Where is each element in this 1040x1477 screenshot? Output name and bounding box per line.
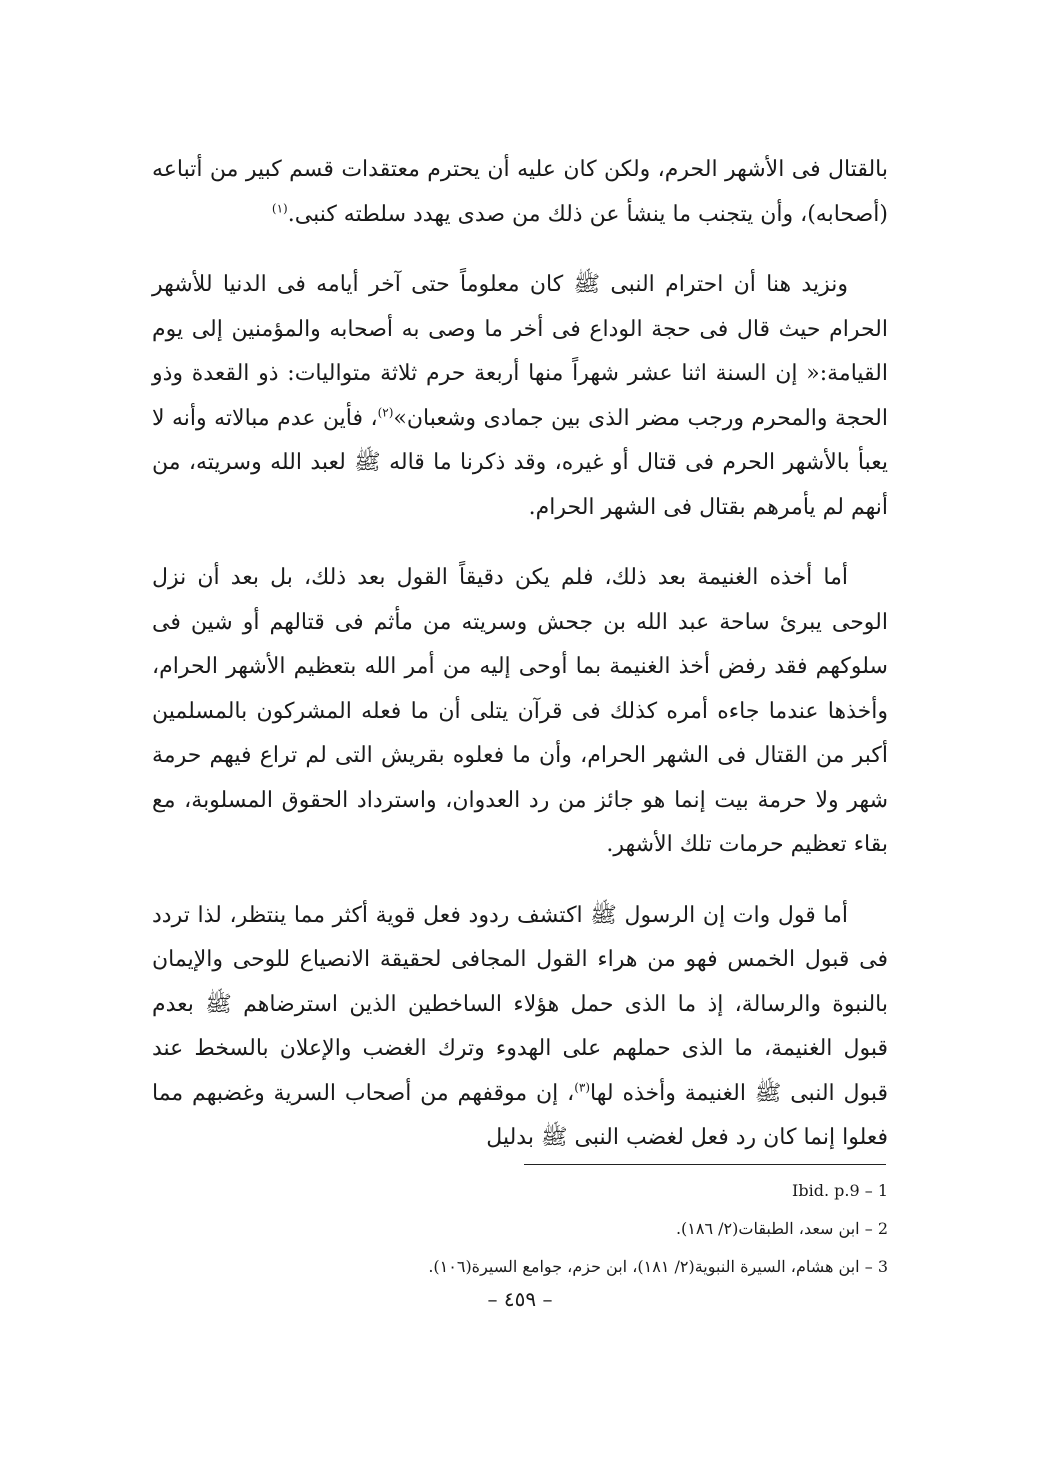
paragraph-3 (152, 556, 888, 868)
footnotes (152, 1172, 888, 1286)
footnote-text: ابن سعد، الطبقات(٢/ ١٨٦). (675, 1219, 860, 1238)
footnote-number: 1 – (864, 1181, 888, 1200)
footnote-1 (152, 1172, 888, 1210)
footnote-number: 3 – (864, 1257, 888, 1276)
footnote-2 (152, 1210, 888, 1248)
main-text (152, 148, 888, 1187)
footnote-separator (524, 1164, 886, 1165)
paragraph-text: ونزيد هنا أن احترام النبى ﷺ كان معلوماً حتى آخر أيامه فى الدنيا للأشهر الحرام حيث قال فى حجة الوداع فى أخر ما وصى به أصحابه والمؤمنين إلى يوم القيامة:« إن السنة اثنا عشر شهراً منها أربعة حرم ثلاثة متواليات: ذو القعدة وذو الحجة والمحرم ورجب مضر الذى بين جمادى وشعبان» (152, 272, 888, 431)
paragraph-text: أما قول وات إن الرسول ﷺ اكتشف ردود فعل قوية أكثر مما ينتظر، لذا تردد فى قبول الخمس فهو من هراء القول المجافى لحقيقة الانصياع للوحى والإيمان بالنبوة والرسالة، إذ ما الذى حمل هؤلاء الساخطين الذين استرضاهم ﷺ بعدم قبول الغنيمة، ما الذى حملهم على الهدوء وترك الغضب والإعلان بالسخط عند قبول النبى ﷺ الغنيمة وأخذه لها (152, 902, 889, 1106)
footnote-text: ابن هشام، السيرة النبوية(٢/ ١٨١)، ابن حزم، جوامع السيرة(١٠٦). (428, 1257, 860, 1276)
footnote-text: Ibid. p.9 (792, 1181, 860, 1200)
paragraph-text-continued: ، فأين عدم مبالاته وأنه لا يعبأ بالأشهر الحرم فى قتال أو غيره، وقد ذكرنا ما قاله ﷺ لعبد الله وسريته، من أنهم لم يأمرهم بقتال فى الشهر الحرام. (152, 405, 888, 520)
footnote-reference-1: (١) (271, 201, 288, 216)
paragraph-text-continued: ، إن موقفهم من أصحاب السرية وغضبهم مما فعلوا إنما كان رد فعل لغضب النبى ﷺ بدليل (152, 1080, 888, 1150)
paragraph-1 (152, 148, 888, 237)
footnote-number: 2 – (864, 1219, 888, 1238)
footnote-3 (152, 1248, 888, 1286)
paragraph-text: أما أخذه الغنيمة بعد ذلك، فلم يكن دقيقاً القول بعد ذلك، بل بعد أن نزل الوحى يبرئ ساحة عبد الله بن جحش وسريته من مأثم فى قتالهم أو شين فى سلوكهم فقد رفض أخذ الغنيمة بما أوحى إليه من أمر الله بتعظيم الأشهر الحرام، وأخذها عندما جاءه أمره كذلك فى قرآن يتلى أن ما فعله المشركون بالمسلمين أكبر من القتال فى الشهر الحرام، وأن ما فعلوه بقريش التى لم تراع فيهم حرمة شهر ولا حرمة بيت إنما هو جائز من رد العدوان، واسترداد الحقوق المسلوبة، مع بقاء تعظيم حرمات تلك الأشهر. (152, 565, 889, 857)
footnote-reference-2: (٢) (377, 405, 394, 420)
footnote-reference-3: (٣) (574, 1080, 591, 1095)
paragraph-2 (152, 263, 888, 530)
paragraph-text: بالقتال فى الأشهر الحرم، ولكن كان عليه أن يحترم معتقدات قسم كبير من أتباعه (أصحابه)، وأن يتجنب ما ينشأ عن ذلك من صدى يهدد سلطته كنبى. (152, 157, 888, 227)
page-number: – ٤٥٩ – (487, 1287, 553, 1311)
paragraph-4 (152, 894, 888, 1161)
